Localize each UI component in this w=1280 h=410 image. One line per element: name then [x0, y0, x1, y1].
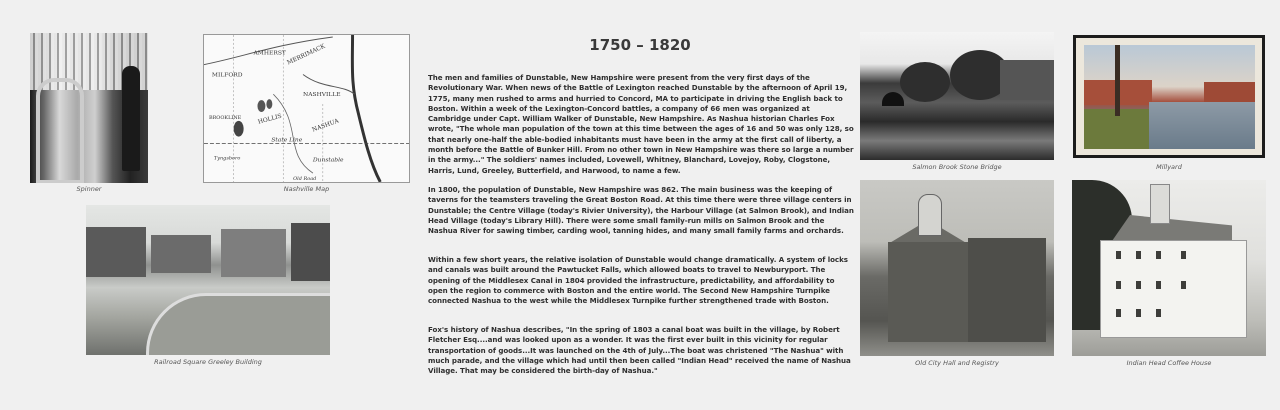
- old-city-hall-photo: [860, 180, 1054, 356]
- svg-text:MERRIMACK: MERRIMACK: [286, 42, 327, 67]
- svg-text:BROOKLINE: BROOKLINE: [208, 114, 242, 121]
- svg-text:Dunstable: Dunstable: [312, 156, 344, 164]
- svg-text:NASHVILLE: NASHVILLE: [303, 91, 341, 99]
- svg-text:State Line: State Line: [271, 136, 303, 144]
- indian-head-coffee-house-photo: [1072, 180, 1266, 356]
- paragraph-canals: Within a few short years, the relative isolation of Dunstable would change dramatically. A system of locks and canals was built around the Pawtucket Falls, which allowed boats to travel to Newburyport. The opening of the Middlesex Canal in 1804 provided the infrastructure, predictability, and affordability to open the region to commerce with Boston and the entire world. The Second New Hampshire Turnpike connected Nashua to the west while the Middlesex Turnpike further strengthened trade with Boston.: [428, 255, 848, 306]
- railroad-square-photo: [86, 205, 330, 355]
- svg-text:MILFORD: MILFORD: [211, 71, 243, 79]
- spinner-photo: [30, 33, 148, 183]
- salmon-brook-caption: Salmon Brook Stone Bridge: [912, 163, 1002, 171]
- map-caption: Nashville Map: [283, 185, 330, 193]
- millyard-postcard: [1073, 35, 1265, 158]
- svg-text:NASHUA: NASHUA: [311, 117, 340, 134]
- svg-text:Old Road: Old Road: [293, 176, 317, 182]
- paragraph-canal-boat: Fox's history of Nashua describes, "In the spring of 1803 a canal boat was built in the village, by Robert Fletcher Esq....and was looked upon as a wonder. It was the first ever built in this vicinity for regular transportation of goods...It was launched on the 4th of July...The boat was christened "The Nashua" with much parade, and the village which had until then been called "Indian Head" received the name of Nashua Village. That may be considered the birth-day of Nashua.": [428, 325, 851, 376]
- salmon-brook-photo: [860, 32, 1054, 160]
- svg-text:Tyngsboro: Tyngsboro: [213, 155, 241, 162]
- spinner-caption: Spinner: [76, 185, 102, 193]
- page-title: 1750 – 1820: [589, 36, 691, 54]
- millyard-caption: Millyard: [1156, 163, 1182, 171]
- paragraph-population-1800: In 1800, the population of Dunstable, New Hampshire was 862. The main business was the keeping of taverns for the teamsters traveling the Great Boston Road. At this time there were three village centers in Dunstable; the Centre Village (today's Rivier University), the Harbour Village (at Salmon Brook), and Indian Head Village (today's Library Hill). There were some small family-run mills on Salmon Brook and the Nashua River for sawing timber, carding wool, tanning hides, and many small family farms and orchards.: [428, 185, 854, 236]
- map-label-amherst: AMHERST: [253, 49, 286, 57]
- old-city-hall-caption: Old City Hall and Registry: [915, 359, 999, 367]
- svg-text:HOLLIS: HOLLIS: [257, 112, 283, 126]
- nashville-map-photo: [203, 34, 410, 183]
- indian-head-coffee-house-caption: Indian Head Coffee House: [1126, 359, 1212, 367]
- railroad-square-caption: Railroad Square Greeley Building: [154, 358, 262, 366]
- paragraph-revolution: The men and families of Dunstable, New Hampshire were present from the very first days of the Revolutionary War. When news of the Battle of Lexington reached Dunstable by the afternoon of April 19, 1775, many men rushed to arms and hurried to Concord, MA to participate in driving the English back to Boston. Within a week of the Lexington-Concord battles, a company of 66 men was organized at Cambridge under Capt. William Walker of Dunstable, New Hampshire. As Nashua historian Charles Fox wrote, "The whole man population of the town at this time between the ages of 16 and 50 was only 128, so that nearly one-half the able-bodied inhabitants must have been in the army at the first call of liberty, a month before the Battle of Bunker Hill. From no other town in New Hampshire was there so large a number in the army..." The soldiers' names included, Lovewell, Whitney, Blanchard, Lovejoy, Roby, Clogstone, Harris, Lund, Greeley, Butterfield, and Harwood, to name a few.: [428, 73, 854, 175]
